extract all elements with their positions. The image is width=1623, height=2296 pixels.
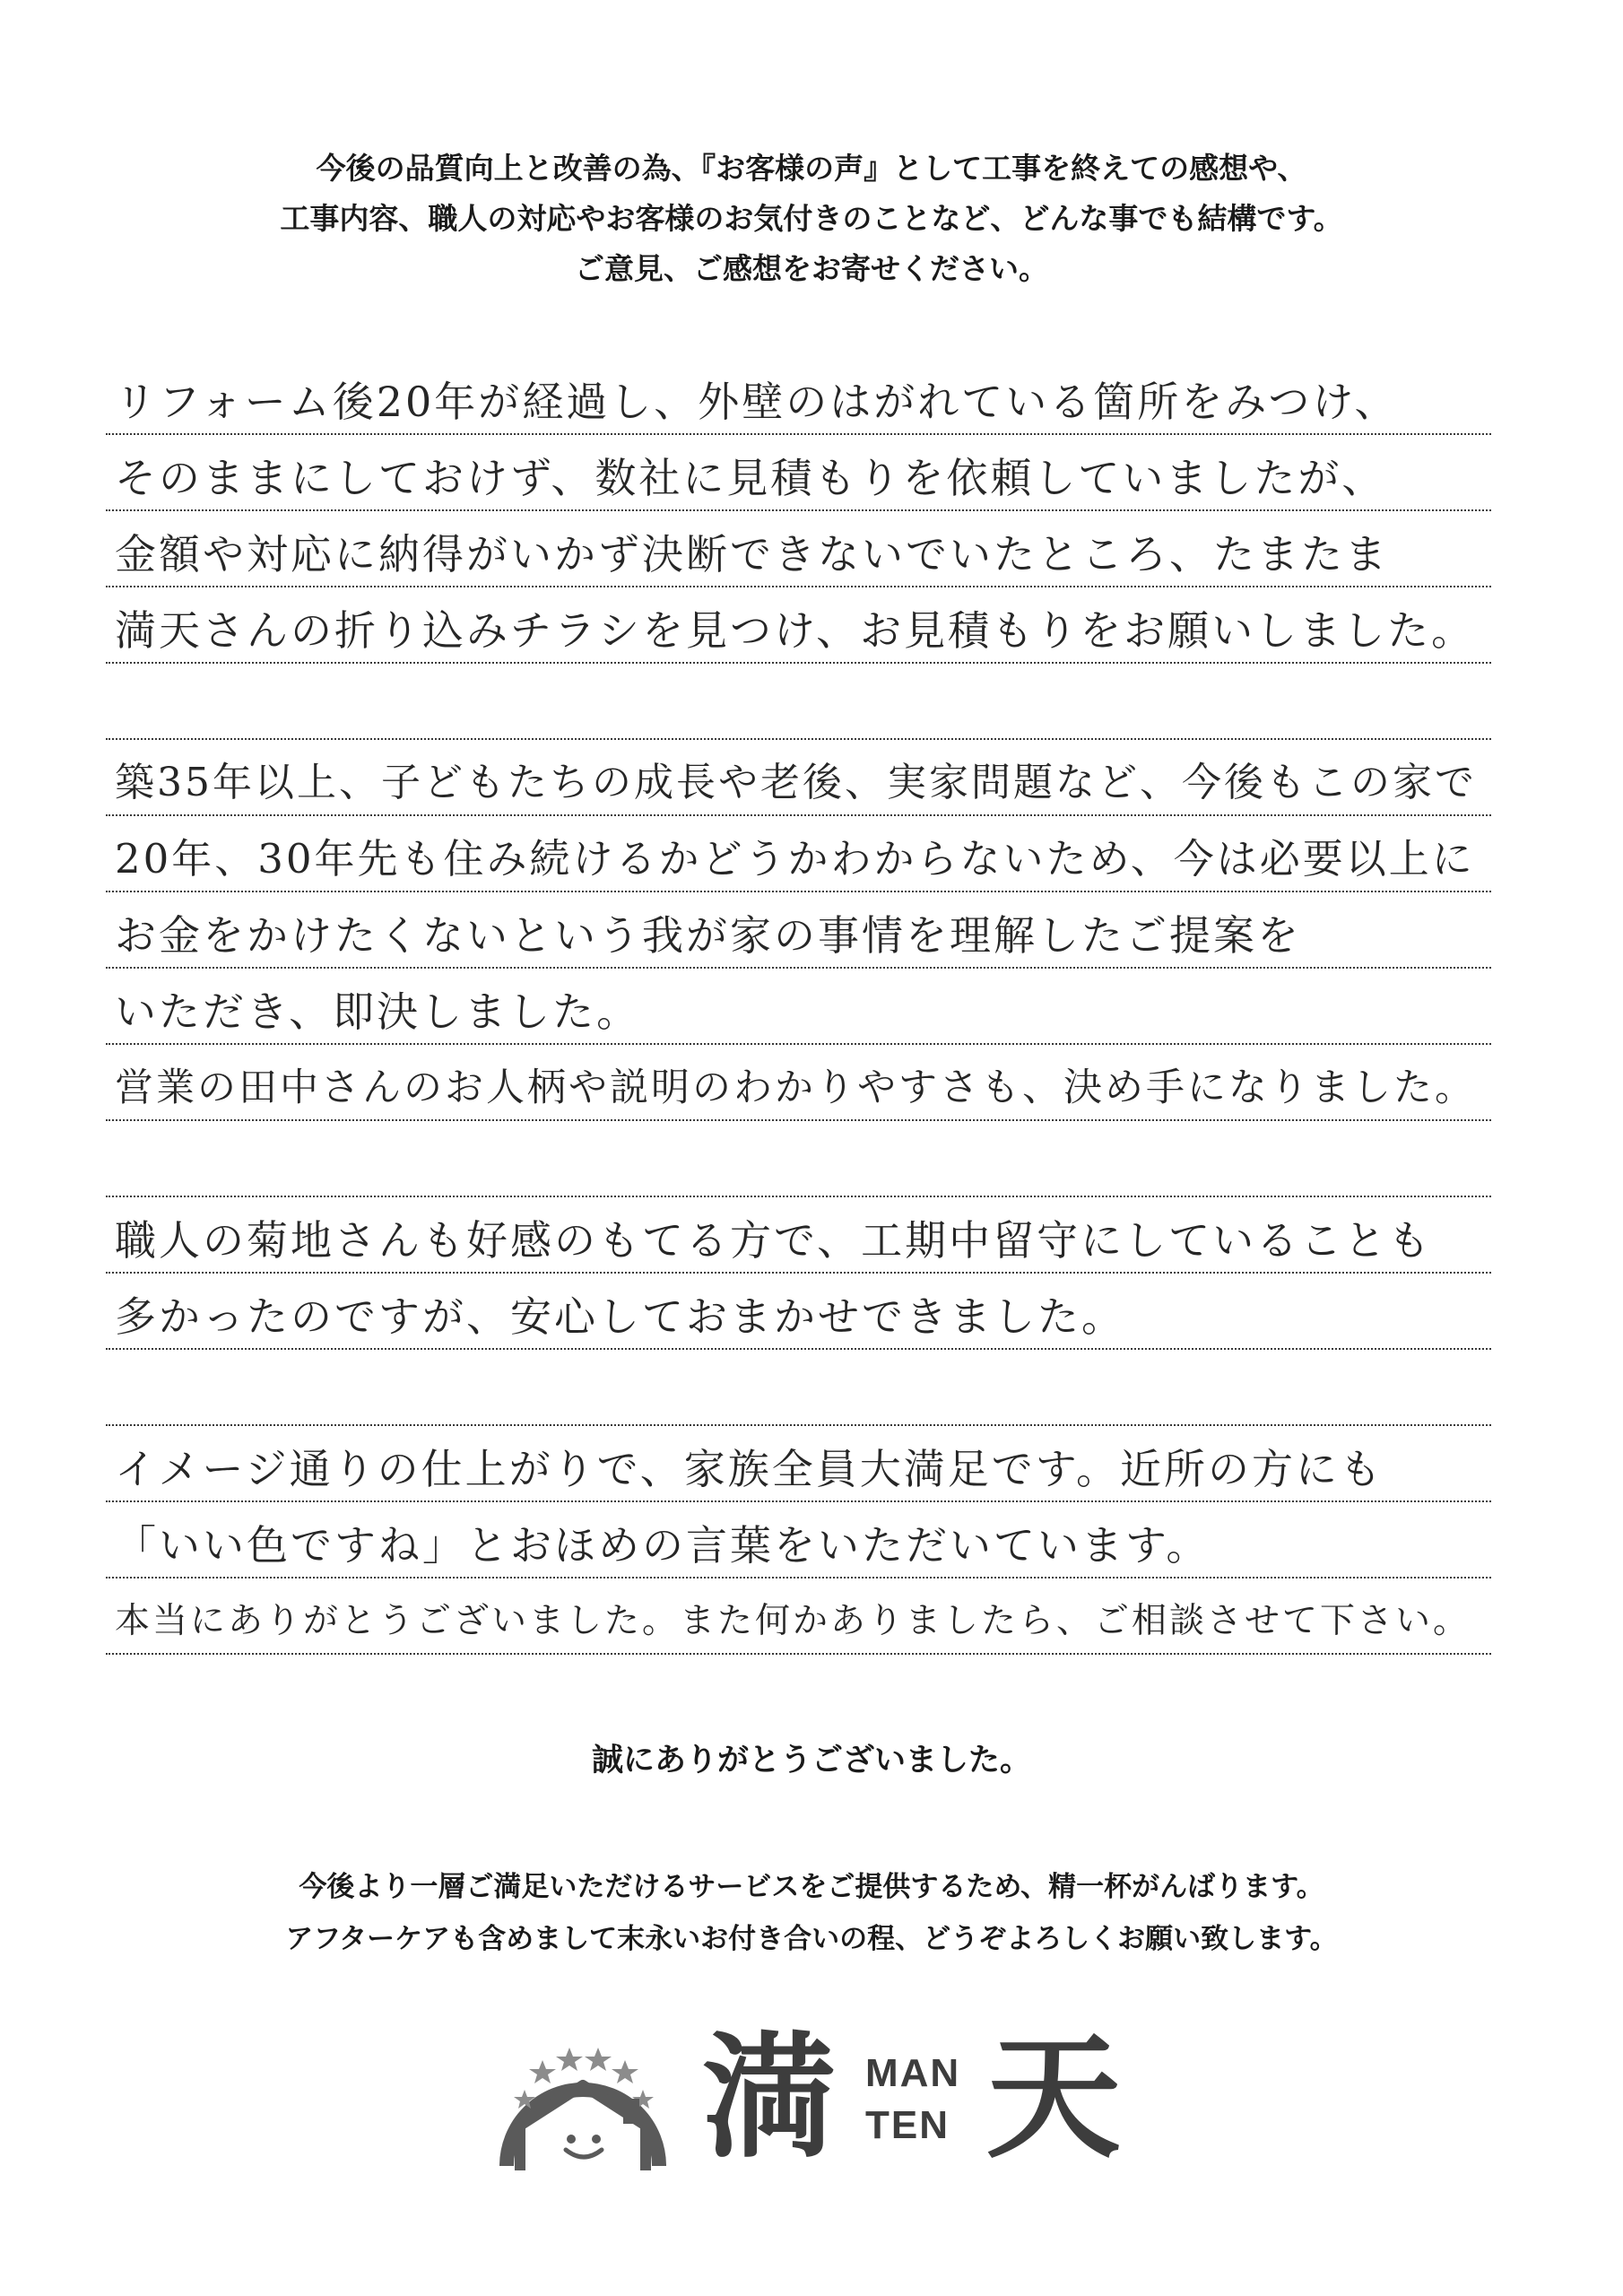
ruled-line <box>106 1196 1491 1197</box>
footer-line-1: 今後より一層ご満足いただけるサービスをご提供するため、精一杯がんばります。 <box>299 1871 1324 1903</box>
handwritten-line: 職人の菊地さんも好感のもてる方で、工期中留守にしていることも <box>115 1216 1433 1265</box>
handwritten-line: 金額や対応に納得がいかず決断できないでいたところ、たまたま <box>115 530 1389 578</box>
handwritten-line: 「いい色ですね」とおほめの言葉をいただいています。 <box>115 1521 1211 1570</box>
header-line-3: ご意見、ご感想をお寄せください。 <box>575 251 1048 286</box>
ruled-line <box>106 891 1491 892</box>
logo-roman-man: MAN <box>865 2051 961 2095</box>
ruled-line <box>106 1119 1491 1121</box>
footer-message <box>0 1861 1623 1965</box>
handwritten-line: いただき、即決しました。 <box>115 987 641 1036</box>
header-line-2: 工事内容、職人の対応やお客様のお気付きのことなど、どんな事でも結構です。 <box>280 201 1343 236</box>
handwritten-line: お金をかけたくないという我が家の事情を理解したご提案を <box>115 911 1301 960</box>
logo-kanji-man: 満 <box>702 2021 838 2177</box>
footer-line-2: アフターケアも含めまして末永いお付き合いの程、どうぞよろしくお願い致します。 <box>285 1923 1338 1955</box>
ruled-line <box>106 1653 1491 1655</box>
ruled-line <box>106 1500 1491 1502</box>
ruled-line <box>106 433 1491 435</box>
manten-logo <box>489 2013 1134 2184</box>
ruled-line <box>106 967 1491 969</box>
ruled-line <box>106 509 1491 511</box>
handwritten-line: 築35年以上、子どもたちの成長や老後、実家問題など、今後もこの家で <box>115 760 1477 805</box>
ruled-line <box>106 1043 1491 1045</box>
ruled-line <box>106 586 1491 587</box>
ruled-line <box>106 1272 1491 1274</box>
handwritten-line: 20年、30年先も住み続けるかどうかわからないため、今は必要以上に <box>115 835 1475 883</box>
ruled-line <box>106 814 1491 816</box>
ruled-line <box>106 1424 1491 1426</box>
logo-roman-ten: TEN <box>865 2103 950 2147</box>
house-arch-stars-icon <box>489 2013 677 2184</box>
handwritten-line: 満天さんの折り込みチラシを見つけ、お見積もりをお願いしました。 <box>115 606 1476 655</box>
ruled-line <box>106 662 1491 664</box>
header-line-1: 今後の品質向上と改善の為、『お客様の声』として工事を終えての感想や、 <box>316 151 1307 186</box>
handwritten-line: イメージ通りの仕上がりで、家族全員大満足です。近所の方にも <box>115 1445 1384 1493</box>
ruled-line <box>106 738 1491 740</box>
ruled-line <box>106 1348 1491 1350</box>
ruled-line <box>106 1577 1491 1578</box>
closing-thanks: 誠にありがとうございました。 <box>591 1743 1031 1779</box>
handwritten-line: 多かったのですが、安心しておまかせできました。 <box>115 1292 1125 1341</box>
handwritten-line: 営業の田中さんのお人柄や説明のわかりやすさも、決め手になりました。 <box>115 1065 1476 1110</box>
logo-kanji-ten: 天 <box>986 2021 1122 2177</box>
handwritten-line: リフォーム後20年が経過し、外壁のはがれている箇所をみつけ、 <box>115 378 1399 426</box>
handwritten-line: そのままにしておけず、数社に見積もりを依頼していましたが、 <box>115 454 1386 502</box>
handwritten-line: 本当にありがとうございました。また何かありましたら、ご相談させて下さい。 <box>115 1601 1471 1641</box>
